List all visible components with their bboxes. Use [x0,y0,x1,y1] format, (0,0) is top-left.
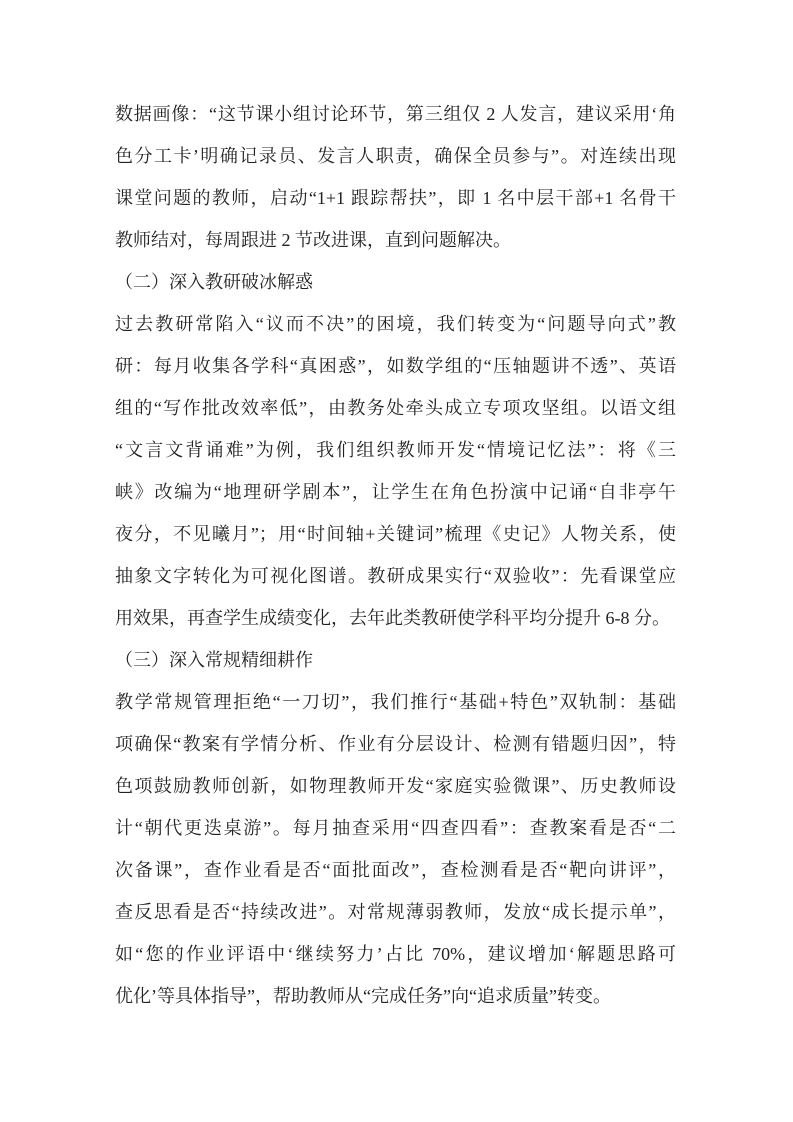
text-line: “文言文背诵难”为例，我们组织教师开发“情境记忆法”：将《三 [115,440,676,460]
text-line: 数据画像：“这节课小组讨论环节，第三组仅 2 人发言，建议采用‘角 [115,104,676,124]
section-heading: （三）深入常规精细耕作 [115,650,313,670]
text-line: 优化’等具体指导”，帮助教师从“完成任务”向“追求质量”转变。 [115,986,611,1006]
text-line: 查反思看是否“持续改进”。对常规薄弱教师，发放“成长提示单”， [115,902,676,922]
section-heading: （二）深入教研破冰解惑 [115,272,313,292]
document-text [115,93,676,1017]
text-line: 过去教研常陷入“议而不决”的困境，我们转变为“问题导向式”教 [115,314,676,334]
text-line: 教师结对，每周跟进 2 节改进课，直到问题解决。 [115,230,511,250]
text-line: 抽象文字转化为可视化图谱。教研成果实行“双验收”：先看课堂应 [115,566,676,586]
text-line: 色分工卡’明确记录员、发言人职责，确保全员参与”。对连续出现 [115,146,676,166]
text-line: 组的“写作批改效率低”，由教务处牵头成立专项攻坚组。以语文组 [115,398,676,418]
text-line: 色项鼓励教师创新，如物理教师开发“家庭实验微课”、历史教师设 [115,776,676,796]
text-line: 如“您的作业评语中‘继续努力’占比 70%，建议增加‘解题思路可 [115,944,676,964]
text-line: 用效果，再查学生成绩变化，去年此类教研使学科平均分提升 6-8 分。 [115,608,670,628]
text-line: 项确保“教案有学情分析、作业有分层设计、检测有错题归因”，特 [115,734,676,754]
text-line: 研：每月收集各学科“真困惑”，如数学组的“压轴题讲不透”、英语 [115,356,676,376]
text-line: 次备课”，查作业看是否“面批面改”，查检测看是否“靶向讲评”， [115,860,676,880]
text-line: 峡》改编为“地理研学剧本”，让学生在角色扮演中记诵“自非亭午 [115,482,676,502]
text-line: 教学常规管理拒绝“一刀切”，我们推行“基础+特色”双轨制：基础 [115,692,676,712]
text-line: 夜分，不见曦月”；用“时间轴+关键词”梳理《史记》人物关系，使 [115,524,676,544]
text-line: 课堂问题的教师，启动“1+1 跟踪帮扶”，即 1 名中层干部+1 名骨干 [115,188,676,208]
text-line: 计“朝代更迭桌游”。每月抽查采用“四查四看”：查教案看是否“二 [115,818,676,838]
